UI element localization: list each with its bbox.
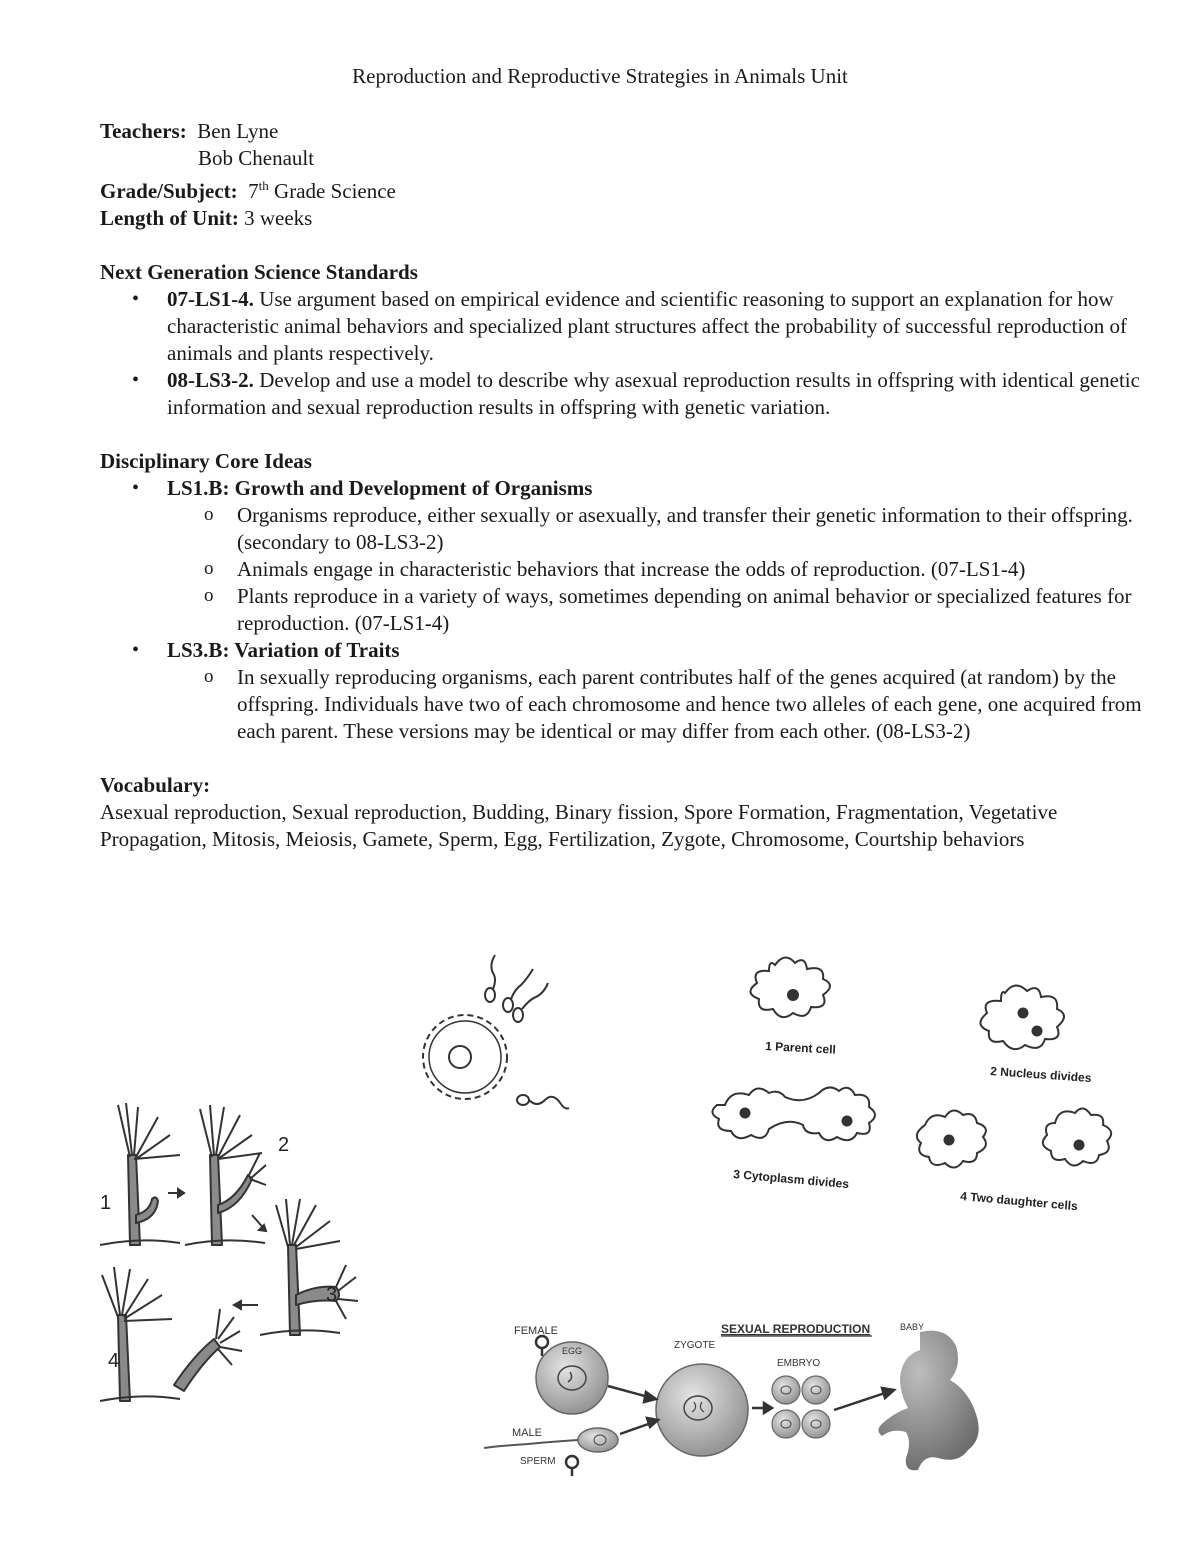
male-label: MALE: [512, 1427, 542, 1439]
dci-item: [100, 637, 1160, 745]
hydra-step-label: 1: [100, 1192, 112, 1214]
standard-code: 08-LS3-2.: [167, 368, 254, 392]
hydra-step-label: 3: [326, 1284, 338, 1306]
standard-item: [100, 286, 1160, 367]
zygote-label: ZYGOTE: [674, 1340, 716, 1351]
hydra-step-label: 4: [108, 1350, 120, 1372]
standard-text: Develop and use a model to describe why asexual reproduction results in offspring with identical genetic information and sexual reproduction results in offspring with genetic variation.: [167, 368, 1140, 419]
grade-num: 7: [248, 179, 259, 203]
dci-subitem: o Animals engage in characteristic behaviors that increase the odds of reproduction. (07-LS1-4): [167, 556, 1160, 583]
grade-sup: th: [258, 178, 269, 193]
hydra-stage-3: [260, 1199, 358, 1335]
dci-title: LS3.B: Variation of Traits: [167, 638, 400, 662]
ngss-heading: Next Generation Science Standards: [100, 260, 418, 284]
length-label: Length of Unit:: [100, 206, 239, 230]
hydra-budding-figure: [90, 1095, 370, 1415]
egg-label: EGG: [562, 1346, 583, 1356]
teacher-name-2: Bob Chenault: [198, 146, 315, 170]
vocab-text: Asexual reproduction, Sexual reproduction, Budding, Binary fission, Spore Formation, Fragmentation, Vegetative Propagation, Mitosis, Meiosis, Gamete, Sperm, Egg, Fertilization, Zygote, Chromosome, Courtship behaviors: [100, 800, 1058, 851]
amoeba-step-label: 4 Two daughter cells: [959, 1189, 1079, 1214]
sexual-reproduction-title: SEXUAL REPRODUCTION: [721, 1322, 871, 1336]
amoeba-step-label: 3 Cytoplasm divides: [732, 1167, 850, 1192]
hydra-stage-1: [100, 1103, 180, 1245]
grade-row: [100, 172, 1160, 205]
dci-item: [100, 475, 1160, 637]
baby-label: BABY: [900, 1322, 925, 1332]
dci-subitem: o In sexually reproducing organisms, each parent contributes half of the genes acquired (at random) by the offspring. Individuals have two of each chromosome and hence two alleles of each gene, one acquired from each parent. These versions may be identical or may differ from each other. (08-LS3-2): [167, 664, 1160, 745]
dci-list: [100, 475, 1160, 745]
standards-list: [100, 286, 1160, 421]
dci-subitems: [167, 502, 1160, 637]
amoeba-step-label: 2 Nucleus divides: [989, 1064, 1092, 1086]
dci-subitem: o Organisms reproduce, either sexually or asexually, and transfer their genetic information to their offspring. (secondary to 08-LS3-2): [167, 502, 1160, 556]
length-row: [100, 205, 1160, 232]
standard-code: 07-LS1-4.: [167, 287, 254, 311]
length-value: 3 weeks: [244, 206, 313, 230]
grade-rest: Grade Science: [268, 179, 396, 203]
standard-text: Use argument based on empirical evidence and scientific reasoning to support an explanation for how characteristic animal behaviors and specialized plant structures affect the probability of successful reproduction of animals and plants respectively.: [167, 287, 1127, 365]
dci-heading: Disciplinary Core Ideas: [100, 449, 312, 473]
dci-subitems: [167, 664, 1160, 745]
sperm-label: SPERM: [520, 1456, 556, 1467]
teachers-label: Teachers:: [100, 119, 187, 143]
standard-item: [100, 367, 1160, 421]
binary-fission-figure: [705, 945, 1135, 1230]
unit-info: [100, 118, 1160, 853]
embryo-label: EMBRYO: [777, 1358, 821, 1369]
hydra-stage-4: [100, 1267, 242, 1401]
hydra-step-label: 2: [278, 1134, 290, 1156]
female-label: FEMALE: [514, 1325, 559, 1337]
vocab-heading: Vocabulary:: [100, 773, 211, 797]
amoeba-step-label: 1 Parent cell: [764, 1039, 837, 1057]
document-title: Reproduction and Reproductive Strategies in Animals Unit: [352, 64, 848, 88]
egg-sperm-figure: [410, 945, 580, 1130]
teachers-row: [100, 118, 1160, 145]
grade-label: Grade/Subject:: [100, 179, 238, 203]
dci-title: LS1.B: Growth and Development of Organisms: [167, 476, 593, 500]
teacher-name-1: Ben Lyne: [197, 119, 279, 143]
hydra-stage-2: [185, 1105, 266, 1245]
sexual-reproduction-figure: [480, 1310, 990, 1490]
dci-subitem: o Plants reproduce in a variety of ways, sometimes depending on animal behavior or specialized features for reproduction. (07-LS1-4): [167, 583, 1160, 637]
